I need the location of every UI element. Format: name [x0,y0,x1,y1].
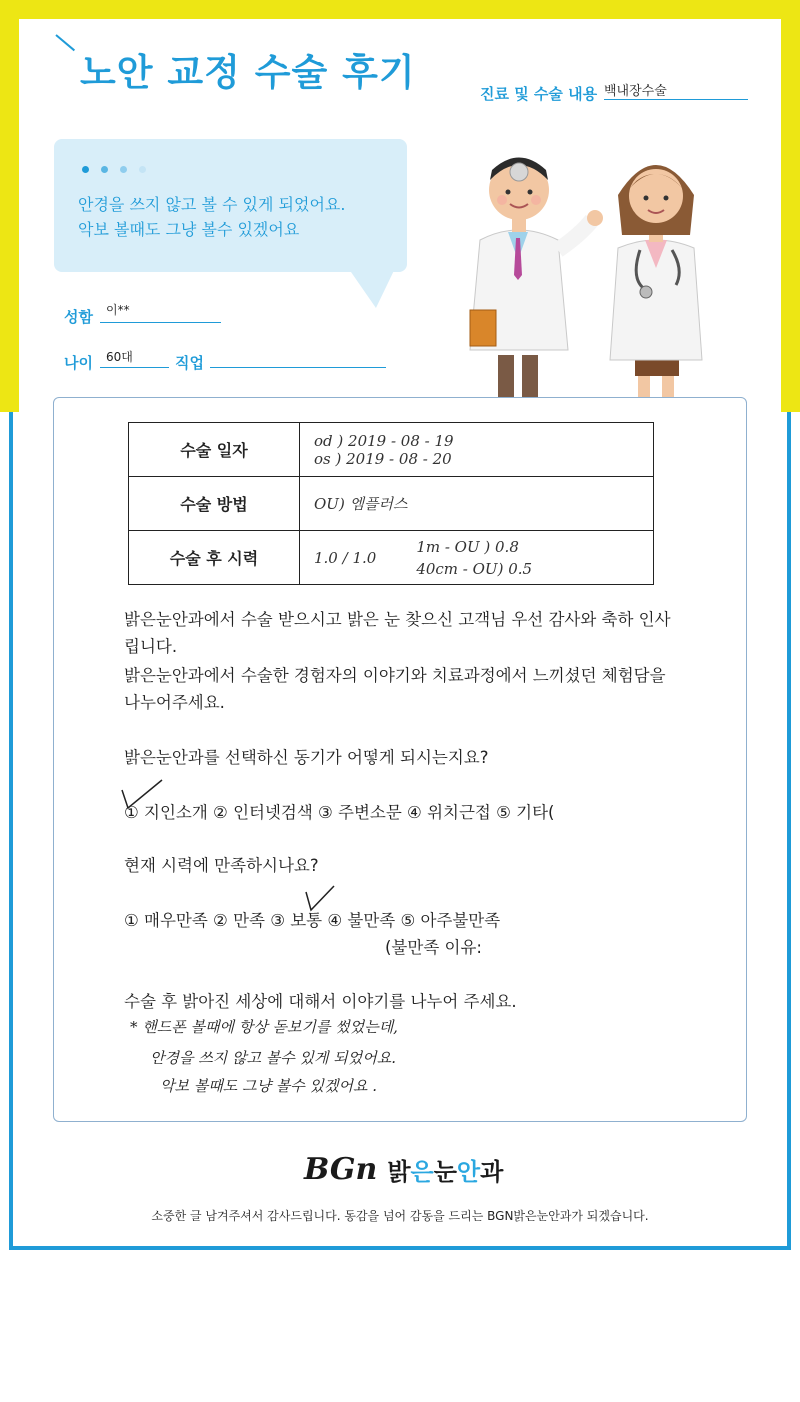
vision-40cm: 40cm - OU) 0.5 [416,559,533,578]
age-value: 60대 [100,348,169,368]
question-1-options: ① 지인소개 ② 인터넷검색 ③ 주변소문 ④ 위치근접 ⑤ 기타( [124,803,555,822]
bubble-dots [82,166,146,173]
intro-line-2b: 나누어주세요. [124,693,225,712]
answer-line-3: 악보 볼때도 그냥 볼수 있겠어요 . [160,1077,377,1095]
question-1: 밝은눈안과를 선택하신 동기가 어떻게 되시는지요? [124,748,489,767]
doctors-illustration [440,140,740,410]
surgery-date-os: os ) 2019 - 08 - 20 [314,449,452,468]
question-2-reason: (불만족 이유: [385,938,482,957]
intro-line-1b: 립니다. [124,637,178,656]
clinic-logo [304,1152,503,1187]
answer-line-1: * 핸드폰 볼때에 항상 돋보기를 썼었는데, [130,1018,398,1036]
table-value [300,531,654,585]
table-value: OU) 엠플러스 [300,477,654,531]
bubble-line-2: 악보 볼때도 그냥 볼수 있겠어요 [78,220,300,239]
surgery-date-od: od ) 2019 - 08 - 19 [314,431,454,450]
table-row [129,531,654,585]
vision-value: 1.0 / 1.0 [314,548,377,567]
logo-text: 밝은눈안과 [387,1158,504,1186]
age-label: 나이 [64,354,93,372]
bubble-line-1: 안경을 쓰지 않고 볼 수 있게 되었어요. [78,195,346,214]
table-label: 수술 일자 [129,423,300,477]
question-2: 현재 시력에 만족하시나요? [124,856,319,875]
subject-value: 백내장수술 [604,80,748,100]
table-row [129,423,654,477]
job-value [210,348,386,368]
table-value [300,423,654,477]
footer-note: 소중한 글 남겨주셔서 감사드립니다. 동감을 넘어 감동을 드리는 BGN밝은눈안과가 되겠습니다. [151,1209,649,1223]
question-2-options: ① 매우만족 ② 만족 ③ 보통 ④ 불만족 ⑤ 아주불만족 [124,911,501,930]
bubble-text [78,192,345,242]
name-label: 성함 [64,308,93,326]
question-3: 수술 후 밝아진 세상에 대해서 이야기를 나누어 주세요. [124,992,517,1011]
table-label: 수술 후 시력 [129,531,300,585]
female-doctor-figure [610,165,702,408]
name-value: 이** [100,301,221,323]
job-label: 직업 [175,354,204,372]
vision-1m: 1m - OU ) 0.8 [416,537,519,556]
subject-label: 진료 및 수술 내용 [480,85,598,103]
speech-bubble-tail [336,262,398,308]
male-doctor-figure [470,158,603,406]
page-title: 노안 교정 수술 후기 [80,51,416,94]
table-label: 수술 방법 [129,477,300,531]
answer-line-2: 안경을 쓰지 않고 볼수 있게 되었어요. [150,1049,396,1067]
table-row [129,477,654,531]
intro-line-1: 밝은눈안과에서 수술 받으시고 밝은 눈 찾으신 고객님 우선 감사와 축하 인사 [124,610,671,629]
intro-line-2: 밝은눈안과에서 수술한 경험자의 이야기와 치료과정에서 느끼셨던 체험담을 [124,666,666,685]
surgery-table [128,422,654,585]
logo-mark: BGn [304,1152,378,1187]
